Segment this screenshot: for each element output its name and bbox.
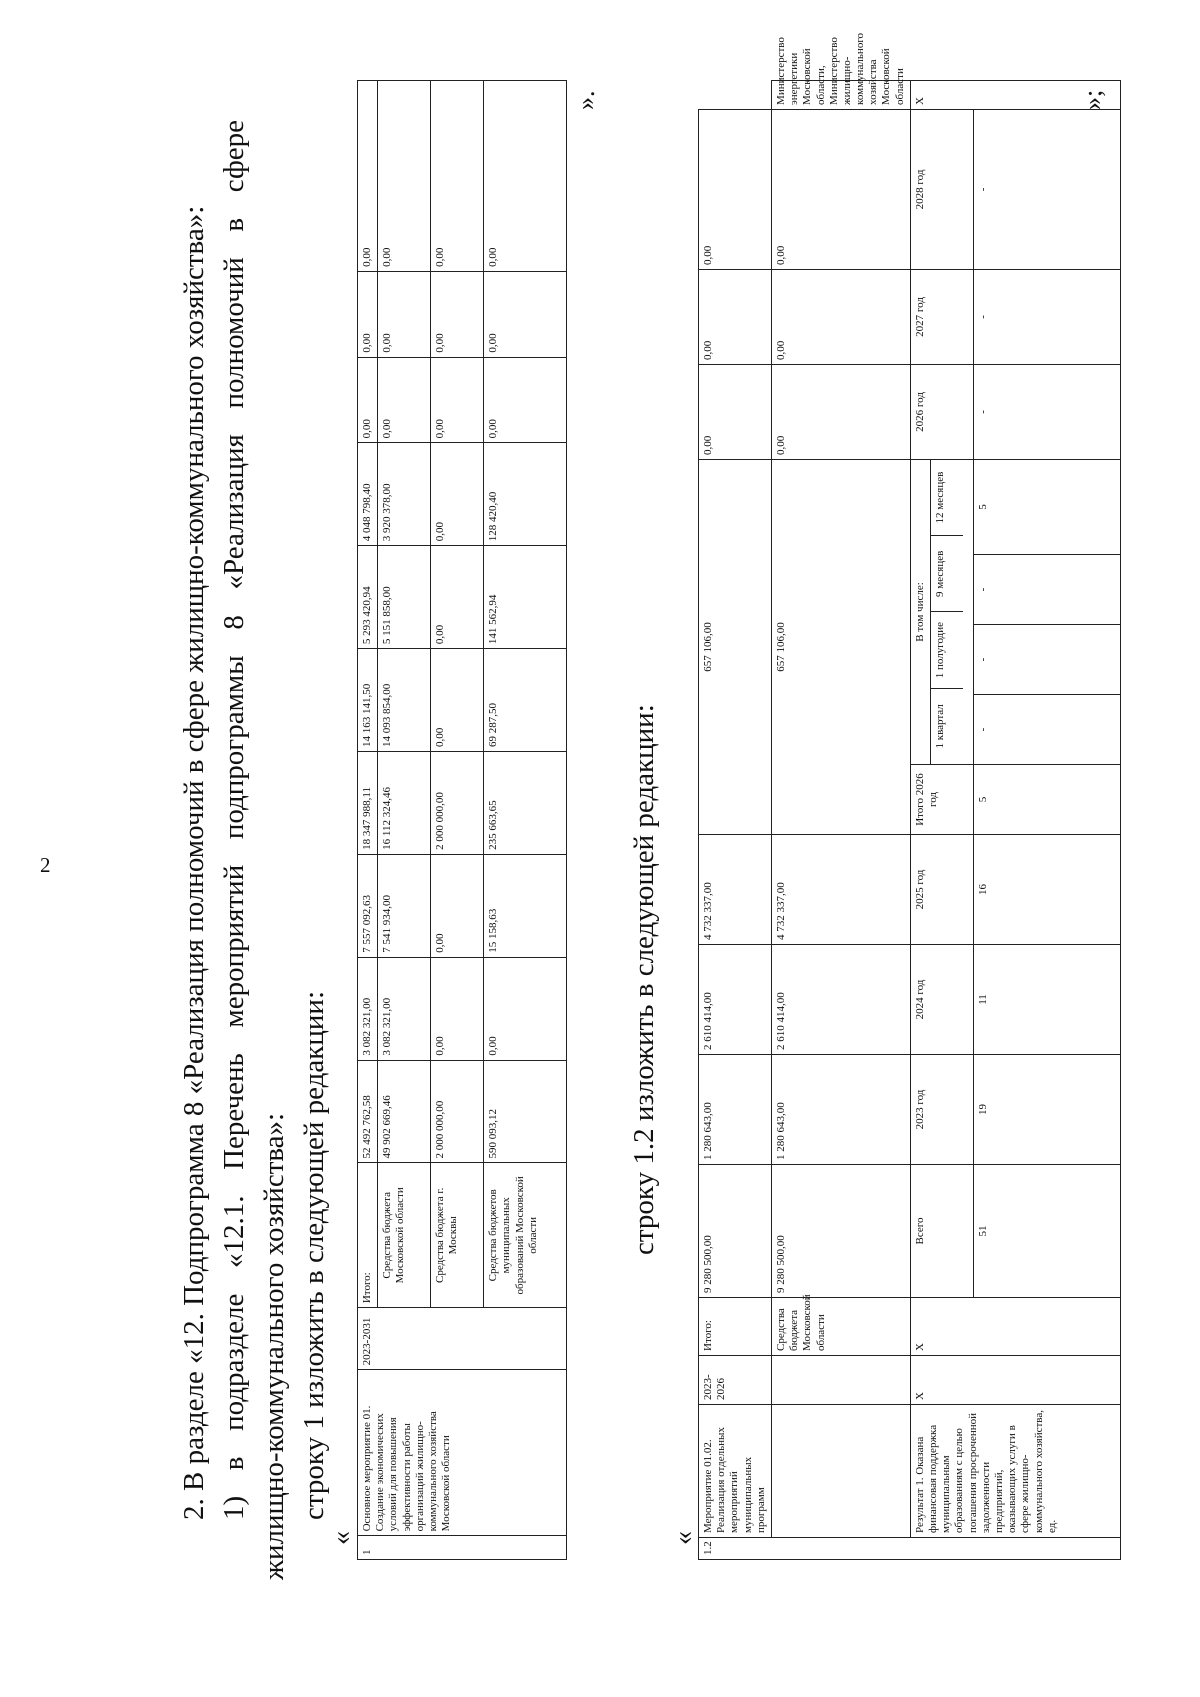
header-half-year: 1 полугодие — [931, 611, 963, 687]
funding-source: Средства бюджета Московской области — [771, 1298, 910, 1356]
table-row — [358, 81, 378, 1560]
value-cell: 0,00 — [431, 546, 484, 649]
value-cell: 3 920 378,00 — [378, 443, 431, 546]
table-row — [699, 81, 772, 1560]
table-row-1 — [357, 80, 567, 1560]
result-total: 51 — [973, 1165, 1120, 1298]
value-cell: 9 280 500,00 — [699, 1165, 772, 1298]
value-cell: 4 732 337,00 — [699, 835, 772, 945]
value-cell: 141 562,94 — [484, 546, 567, 649]
value-cell: 2 000 000,00 — [431, 1060, 484, 1163]
result-2027: - — [973, 269, 1120, 364]
value-cell: 69 287,50 — [484, 649, 567, 752]
result-9-months: - — [973, 555, 1120, 625]
opening-quote-2: « — [668, 1531, 699, 1545]
value-cell: 0,00 — [431, 357, 484, 443]
value-cell: 128 420,40 — [484, 443, 567, 546]
opening-quote-1: « — [326, 1531, 357, 1545]
value-cell: 0,00 — [484, 357, 567, 443]
header-2028: 2028 год — [910, 109, 973, 269]
paragraph-subsection-12-1-cont: жилищно-коммунального хозяйства»: — [258, 1112, 290, 1580]
value-cell: 0,00 — [699, 269, 772, 364]
value-cell: 0,00 — [431, 854, 484, 957]
result-2025: 16 — [973, 835, 1120, 945]
value-cell: 0,00 — [431, 957, 484, 1060]
value-cell: 16 112 324,46 — [378, 751, 431, 854]
value-cell: 0,00 — [378, 271, 431, 357]
funding-source: Средства бюджета г. Москвы — [431, 1163, 484, 1308]
value-cell: 0,00 — [771, 364, 910, 459]
value-cell: 14 093 854,00 — [378, 649, 431, 752]
header-2025: 2025 год — [910, 835, 973, 945]
value-cell: 0,00 — [484, 271, 567, 357]
paragraph-row-1-2: строку 1.2 изложить в следующей редакции: — [628, 704, 660, 1255]
value-cell: 2 610 414,00 — [699, 945, 772, 1055]
value-cell: 657 106,00 — [699, 459, 772, 834]
result-2028: - — [973, 109, 1120, 269]
value-cell: 0,00 — [484, 81, 567, 272]
value-cell: 4 048 798,40 — [358, 443, 378, 546]
header-9-months: 9 месяцев — [931, 535, 963, 611]
value-cell: 657 106,00 — [771, 459, 910, 834]
value-cell: 0,00 — [358, 271, 378, 357]
value-cell: 0,00 — [771, 269, 910, 364]
value-cell: 15 158,63 — [484, 854, 567, 957]
rotated-page-content — [95, 32, 1107, 1600]
closing-quote-1: ». — [571, 90, 600, 110]
value-cell: 0,00 — [378, 357, 431, 443]
value-cell: 18 347 988,11 — [358, 751, 378, 854]
table-row-1-2 — [698, 32, 1121, 1560]
header-2023: 2023 год — [910, 1055, 973, 1165]
header-total: Всего — [910, 1165, 973, 1298]
value-cell: 235 663,65 — [484, 751, 567, 854]
value-cell: 3 082 321,00 — [358, 957, 378, 1060]
value-cell: 1 280 643,00 — [771, 1055, 910, 1165]
result-12-months: 5 — [973, 459, 1120, 554]
funding-source: Средства бюджетов муниципальных образований Московской области — [484, 1163, 567, 1308]
value-cell: 4 732 337,00 — [771, 835, 910, 945]
value-cell: 0,00 — [771, 109, 910, 269]
value-cell: 0,00 — [431, 271, 484, 357]
value-cell: 5 293 420,94 — [358, 546, 378, 649]
activity-period: 2023-2026 — [699, 1356, 772, 1405]
executor: Министерство энергетики Московской области, Министерство жилищно-коммунального хозяйства Московской области — [771, 81, 910, 110]
row-number: 1.2 — [699, 1538, 1121, 1560]
value-cell: 0,00 — [358, 357, 378, 443]
header-2026: 2026 год — [910, 364, 973, 459]
result-itogo-2026: 5 — [973, 765, 1120, 835]
paragraph-row-1: строку 1 изложить в следующей редакции: — [298, 991, 330, 1520]
result-2024: 11 — [973, 945, 1120, 1055]
value-cell: 0,00 — [431, 443, 484, 546]
value-cell: 49 902 669,46 — [378, 1060, 431, 1163]
value-cell: 0,00 — [431, 81, 484, 272]
value-cell: 14 163 141,50 — [358, 649, 378, 752]
value-cell: 9 280 500,00 — [771, 1165, 910, 1298]
value-cell: 0,00 — [699, 109, 772, 269]
header-subperiods — [910, 459, 973, 764]
value-cell: 7 541 934,00 — [378, 854, 431, 957]
header-itogo-2026: Итого 2026 год — [910, 765, 973, 835]
value-cell: 0,00 — [484, 957, 567, 1060]
value-cell: 2 610 414,00 — [771, 945, 910, 1055]
activity-name: Мероприятие 01.02. Реализация отдельных мероприятий муниципальных программ — [699, 1405, 772, 1538]
activity-period: 2023-2031 — [358, 1308, 567, 1370]
result-half-year: - — [973, 625, 1120, 695]
activity-name: Основное мероприятие 01. Создание экономических условий для повышения эффективности работы организаций жилищно-коммунального хозяйства Московской области — [358, 1370, 567, 1536]
value-cell: 2 000 000,00 — [431, 751, 484, 854]
value-cell: 7 557 092,63 — [358, 854, 378, 957]
result-executor-x: X — [910, 81, 1120, 110]
header-q1: 1 квартал — [931, 688, 963, 764]
paragraph-section-12: 2. В разделе «12. Подпрограмма 8 «Реализация полномочий в сфере жилищно-коммунального хозяйства»: — [178, 205, 210, 1520]
funding-total-label: Итого: — [699, 1298, 772, 1356]
value-cell: 5 151 858,00 — [378, 546, 431, 649]
result-source-x: X — [910, 1298, 1120, 1356]
table-row — [771, 81, 910, 1560]
funding-source: Средства бюджета Московской области — [378, 1163, 431, 1308]
closing-quote-2: »; — [1078, 89, 1107, 110]
value-cell: 0,00 — [431, 649, 484, 752]
value-cell: 52 492 762,58 — [358, 1060, 378, 1163]
table-row — [910, 81, 973, 1560]
result-2026: - — [973, 364, 1120, 459]
value-cell: 1 280 643,00 — [699, 1055, 772, 1165]
funding-source: Итого: — [358, 1163, 378, 1308]
header-2027: 2027 год — [910, 269, 973, 364]
header-12-months: 12 месяцев — [934, 471, 946, 524]
paragraph-subsection-12-1: 1) в подразделе «12.1. Перечень мероприятий подпрограммы 8 «Реализация полномочий в сфере — [218, 120, 250, 1520]
page-number: 2 — [40, 853, 51, 877]
header-vtomchisle: В том числе: — [911, 460, 931, 764]
value-cell: 0,00 — [378, 81, 431, 272]
value-cell: 3 082 321,00 — [378, 957, 431, 1060]
value-cell: 0,00 — [699, 364, 772, 459]
row-number: 1 — [358, 1536, 567, 1560]
value-cell: 0,00 — [358, 81, 378, 272]
result-q1: - — [973, 695, 1120, 765]
result-period-x: X — [910, 1356, 1120, 1405]
value-cell: 590 093,12 — [484, 1060, 567, 1163]
result-2023: 19 — [973, 1055, 1120, 1165]
result-label: Результат 1. Оказана финансовая поддержка муниципальным образованиям с целью погашения просроченной задолженности предприятий, оказывающих услуги в сфере жилищно-коммунального хозяйства, ед. — [910, 1405, 1120, 1538]
header-2024: 2024 год — [910, 945, 973, 1055]
